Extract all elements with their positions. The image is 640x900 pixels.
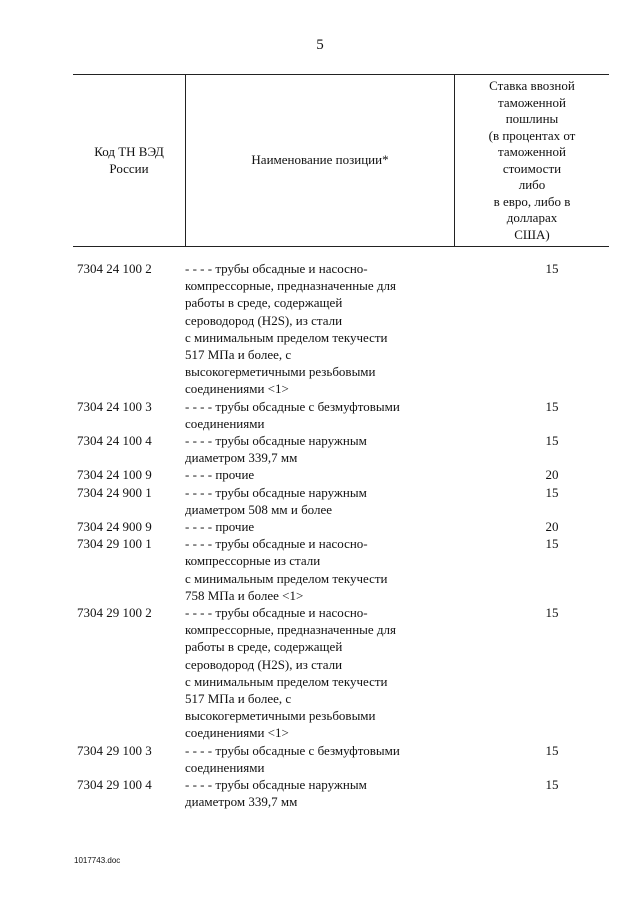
tnved-code: 7304 24 100 2: [77, 261, 152, 276]
position-name-line: - - - - трубы обсадные и насосно-: [185, 605, 368, 621]
position-name-line: соединениями: [185, 759, 265, 775]
position-name: [185, 484, 455, 518]
tariff-table: [73, 74, 609, 811]
header-name: Наименование позиции*: [185, 75, 455, 246]
tnved-code: 7304 29 100 2: [77, 605, 152, 621]
header-rate-line: таможенной: [498, 144, 566, 159]
tnved-code: 7304 24 900 1: [77, 484, 152, 500]
tnved-code: 7304 24 900 9: [77, 519, 152, 535]
duty-rate: 15: [545, 742, 559, 758]
tnved-code: 7304 29 100 3: [77, 742, 152, 758]
header-rate-line: в евро, либо в: [493, 193, 571, 209]
header-rate-line: долларах: [506, 210, 558, 225]
tnved-code: 7304 29 100 4: [77, 777, 152, 793]
position-name-line: работы в среде, содержащей: [185, 639, 343, 655]
header-code-line: России: [109, 160, 149, 176]
position-name-line: - - - - прочие: [185, 467, 255, 483]
position-name-line: - - - - трубы обсадные наружным: [185, 484, 367, 500]
position-name: [185, 518, 455, 535]
header-code-line: Код ТН ВЭД: [94, 144, 164, 159]
position-name-line: компрессорные, предназначенные для: [185, 278, 396, 294]
position-name-line: - - - - трубы обсадные с безмуфтовыми: [185, 742, 400, 758]
duty-rate: 15: [545, 261, 559, 276]
page-number: 5: [316, 37, 324, 53]
table-row: [73, 535, 609, 604]
position-name-line: компрессорные, предназначенные для: [185, 622, 396, 638]
table-row: [73, 466, 609, 483]
table-body: [73, 247, 609, 811]
position-name-line: - - - - трубы обсадные наружным: [185, 433, 367, 449]
position-name: [185, 604, 455, 742]
header-rate-line: (в процентах от: [488, 127, 576, 143]
position-name-line: с минимальным пределом текучести: [185, 329, 388, 345]
position-name-line: 517 МПа и более, с: [185, 691, 292, 707]
header-rate-line: пошлины: [505, 111, 559, 126]
position-name-line: сероводород (H2S), из стали: [185, 312, 343, 328]
position-name-line: высокогерметичными резьбовыми: [185, 364, 376, 380]
duty-rate: 20: [545, 519, 559, 535]
position-name-line: - - - - трубы обсадные и насосно-: [185, 536, 368, 552]
table-row: [73, 398, 609, 432]
position-name: [185, 466, 455, 483]
table-row: [73, 518, 609, 535]
position-name-line: соединениями <1>: [185, 725, 289, 741]
position-name-line: диаметром 339,7 мм: [185, 450, 298, 466]
position-name-line: диаметром 508 мм и более: [185, 501, 333, 517]
position-name-line: 517 МПа и более, с: [185, 347, 292, 363]
position-name: [185, 260, 455, 398]
header-rate-line: Ставка ввозной: [489, 78, 575, 93]
position-name-line: диаметром 339,7 мм: [185, 794, 298, 810]
header-rate-line: стоимости: [502, 160, 562, 176]
header-rate-line: либо: [518, 177, 546, 192]
position-name: [185, 432, 455, 466]
table-row: [73, 432, 609, 466]
duty-rate: 15: [545, 433, 559, 449]
duty-rate: 15: [545, 484, 559, 500]
file-name-footer: 1017743.doc: [74, 856, 121, 865]
position-name-line: - - - - трубы обсадные и насосно-: [185, 261, 368, 276]
position-name-line: с минимальным пределом текучести: [185, 673, 388, 689]
header-rate: [455, 75, 609, 246]
table-row: [73, 484, 609, 518]
header-code: [73, 75, 185, 246]
duty-rate: 15: [545, 777, 559, 793]
position-name: [185, 742, 455, 776]
position-name-line: высокогерметичными резьбовыми: [185, 708, 376, 724]
table-row: [73, 260, 609, 398]
position-name-line: с минимальным пределом текучести: [185, 570, 388, 586]
position-name-line: соединениями: [185, 415, 265, 431]
position-name-line: - - - - трубы обсадные с безмуфтовыми: [185, 398, 400, 414]
position-name-line: соединениями <1>: [185, 381, 289, 397]
tnved-code: 7304 24 100 3: [77, 398, 152, 414]
header-rate-line: США): [514, 226, 550, 242]
duty-rate: 15: [545, 536, 559, 552]
position-name: [185, 776, 455, 810]
header-rate-line: таможенной: [498, 94, 566, 110]
table-row: [73, 776, 609, 810]
position-name-line: сероводород (H2S), из стали: [185, 656, 343, 672]
table-row: [73, 742, 609, 776]
duty-rate: 15: [545, 398, 559, 414]
position-name-line: - - - - трубы обсадные наружным: [185, 777, 367, 793]
tnved-code: 7304 29 100 1: [77, 536, 152, 552]
position-name-line: компрессорные из стали: [185, 553, 321, 569]
tnved-code: 7304 24 100 4: [77, 433, 152, 449]
position-name-line: 758 МПа и более <1>: [185, 587, 304, 603]
position-name: [185, 398, 455, 432]
table-header: [73, 74, 609, 247]
position-name-line: работы в среде, содержащей: [185, 295, 343, 311]
duty-rate: 20: [545, 467, 559, 483]
position-name-line: - - - - прочие: [185, 519, 255, 535]
duty-rate: 15: [545, 605, 559, 621]
position-name: [185, 535, 455, 604]
table-row: [73, 604, 609, 742]
tnved-code: 7304 24 100 9: [77, 467, 152, 483]
